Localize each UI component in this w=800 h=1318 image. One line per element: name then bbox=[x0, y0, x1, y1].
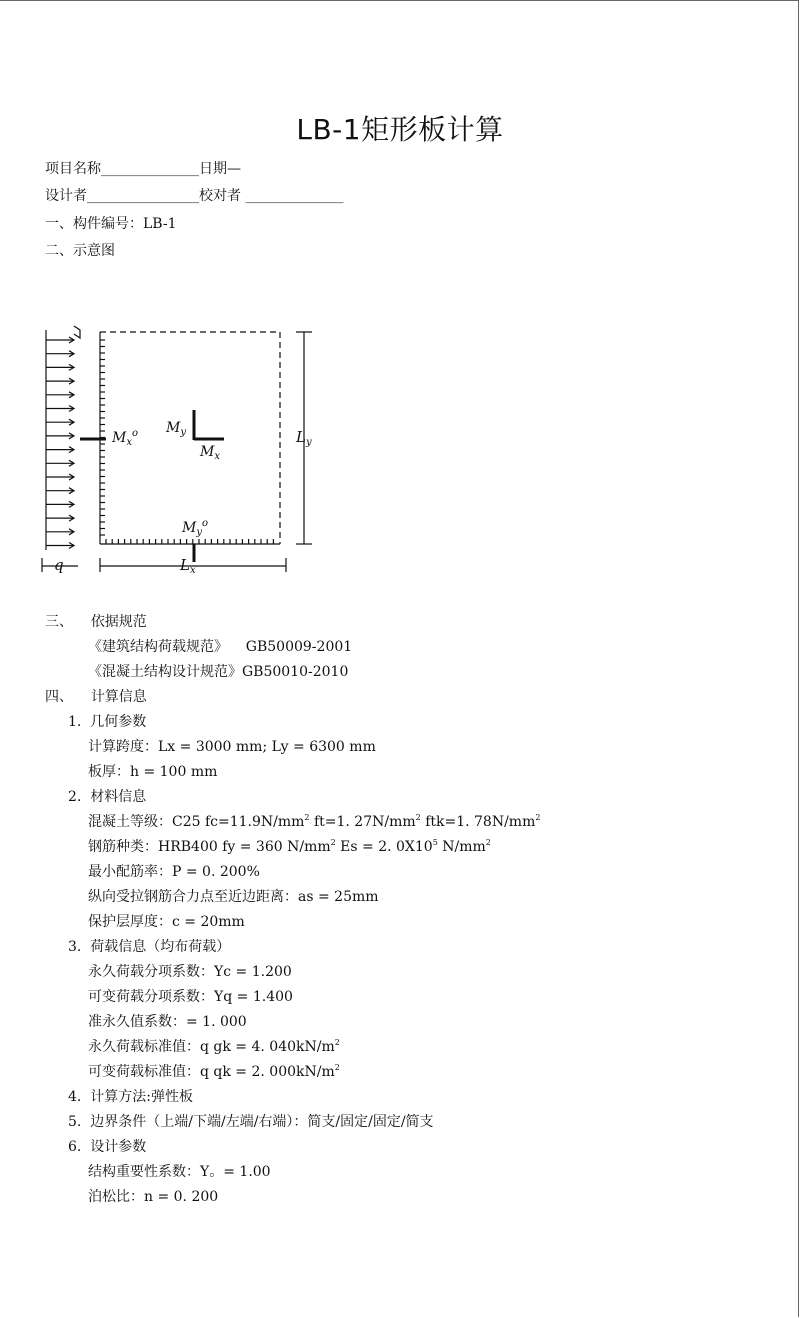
load-arrow bbox=[46, 447, 74, 453]
load-gk: 永久荷载标准值：q gk = 4. $040kN/m^2$ bbox=[88, 1038, 340, 1055]
bottom-edge-hatch bbox=[106, 539, 273, 544]
load-arrow bbox=[46, 364, 74, 370]
material-as: 纵向受拉钢筋合力点至近边距离：as = 25mm bbox=[88, 889, 379, 905]
load-gamma-g: 永久荷载分项系数：Yc = 1.200 bbox=[88, 964, 292, 980]
material-min-ratio: 最小配筋率：P = 0. 200% bbox=[88, 864, 260, 880]
load-arrow bbox=[46, 351, 74, 357]
load-gamma-q: 可变荷载分项系数：Yq = 1.400 bbox=[88, 989, 293, 1005]
load-heading: 3. 荷载信息（均布荷载） bbox=[68, 939, 231, 955]
design-poisson: 泊松比：n = 0. 200 bbox=[88, 1189, 219, 1205]
my-label: $M_y$ bbox=[166, 420, 186, 438]
load-arrows bbox=[46, 337, 74, 549]
load-arrow bbox=[46, 392, 74, 398]
load-arrow bbox=[46, 433, 74, 439]
calc-method: 4. 计算方法:弹性板 bbox=[68, 1089, 193, 1105]
geometry-thickness: 板厚：h = 100 mm bbox=[88, 764, 218, 780]
load-psi: 准永久值系数：= 1. 000 bbox=[88, 1014, 247, 1030]
mx-label: $M_x$ bbox=[200, 444, 220, 462]
designer-label: 设计者 bbox=[45, 188, 87, 204]
designer-line bbox=[45, 187, 343, 205]
boundary-conditions: 5. 边界条件（上端/下端/左端/右端）：简支/固定/固定/简支 bbox=[68, 1114, 434, 1130]
reference-concrete-code: 《混凝土结构设计规范》GB50010-2010 bbox=[88, 664, 349, 680]
load-arrow bbox=[46, 460, 74, 466]
load-cap bbox=[74, 326, 80, 338]
material-rebar: 钢筋种类：HRB400 fy = 360 $N/mm^2$ Es = 2. $0X10^5$ $N/mm^2$ bbox=[88, 838, 491, 855]
load-arrow bbox=[46, 501, 74, 507]
geometry-span: 计算跨度：Lx = 3000 mm; Ly = 6300 mm bbox=[88, 739, 376, 755]
my0-label: $M_y^o$ bbox=[182, 518, 209, 538]
load-arrow bbox=[46, 378, 74, 384]
load-arrow bbox=[46, 488, 74, 494]
reference-load-code: 《建筑结构荷载规范》 GB50009-2001 bbox=[88, 639, 353, 655]
load-arrow bbox=[46, 515, 74, 521]
section-3: 三、 依据规范 bbox=[45, 614, 147, 630]
load-arrow bbox=[46, 474, 74, 480]
checker-field: ______________ bbox=[245, 188, 344, 204]
load-arrow bbox=[46, 529, 74, 535]
geometry-heading: 1. 几何参数 bbox=[68, 714, 147, 730]
date-label: 日期— bbox=[199, 161, 241, 177]
material-cover: 保护层厚度：c = 20mm bbox=[88, 914, 245, 930]
checker-label: 校对者 bbox=[199, 188, 241, 204]
q-label: q bbox=[54, 556, 64, 574]
load-arrow bbox=[46, 543, 74, 549]
section-4: 四、 计算信息 bbox=[45, 689, 147, 705]
section-2: 二、示意图 bbox=[45, 243, 115, 259]
load-arrow bbox=[46, 419, 74, 425]
page-title: LB-1矩形板计算 bbox=[296, 113, 504, 146]
load-qk: 可变荷载标准值：q qk = 2. $000kN/m^2$ bbox=[88, 1063, 340, 1080]
mx0-label: $M_x^o$ bbox=[112, 428, 139, 448]
load-arrow bbox=[46, 406, 74, 412]
load-arrow bbox=[46, 337, 74, 343]
material-heading: 2. 材料信息 bbox=[68, 789, 147, 805]
slab-diagram bbox=[38, 318, 338, 580]
designer-field: ________________ bbox=[87, 188, 199, 204]
material-concrete: 混凝土等级：C25 $fc=11.9N/mm^2$ ft=1. $27N/mm^2$ ftk=1. $78N/mm^2$ bbox=[88, 813, 541, 830]
section-1: 一、构件编号：LB-1 bbox=[45, 216, 177, 232]
ly-label: $L_y$ bbox=[296, 428, 312, 448]
project-line bbox=[45, 160, 241, 178]
lx-label: $L_x$ bbox=[180, 556, 196, 576]
project-label: 项目名称 bbox=[45, 161, 101, 177]
design-importance: 结构重要性系数：Y。= 1.00 bbox=[88, 1164, 271, 1180]
project-field: ______________ bbox=[101, 161, 199, 177]
design-heading: 6. 设计参数 bbox=[68, 1139, 147, 1155]
